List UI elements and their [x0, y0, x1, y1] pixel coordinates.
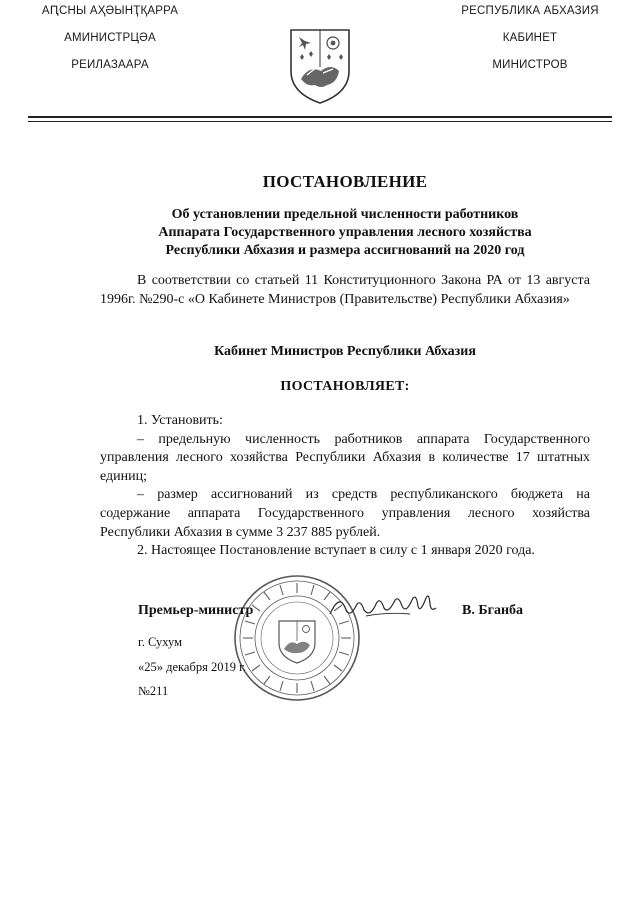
letterhead-right-line: КАБИНЕТ — [502, 32, 558, 44]
subject-line: Об установлении предельной численности работников — [171, 207, 519, 222]
letterhead-right — [440, 0, 620, 81]
state-emblem — [287, 27, 353, 105]
document-date: «25» декабря 2019 г. — [138, 660, 246, 674]
decree-heading: ПОСТАНОВЛЯЕТ: — [280, 379, 410, 394]
document-title: ПОСТАНОВЛЕНИЕ — [262, 172, 428, 191]
subject-line: Республики Абхазия и размера ассигнований на 2020 год — [165, 243, 525, 258]
letterhead-rule-thin — [28, 121, 612, 122]
subject-line: Аппарата Государственного управления лесного хозяйства — [158, 225, 532, 240]
signatory-position: Премьер-министр — [138, 603, 254, 618]
preamble-paragraph: В соответствии со статьей 11 Конституционного Закона РА от 13 августа 1996г. №290-с «О Кабинете Министров (Правительстве) Республики Абхазия» — [100, 273, 590, 307]
decree-item: 2. Настоящее Постановление вступает в силу с 1 января 2020 года. — [137, 543, 535, 559]
letterhead-left-line: АԤСНЫ АҲӘЫНҬҚАРРА — [41, 5, 179, 17]
decree-item: 1. Установить: — [137, 413, 223, 428]
decree-item: – предельную численность работников аппарата Государственного управления лесного хозяйства Республики Абхазия в количестве 17 штатных единиц; — [100, 431, 590, 484]
letterhead-right-line: МИНИСТРОВ — [492, 59, 568, 71]
decree-item: – размер ассигнований из средств республиканского бюджета на содержание аппарата Государственного управления лесного хозяйства Республики Абхазия в сумме 3 237 885 рублей. — [100, 487, 590, 540]
letterhead-left — [20, 0, 200, 81]
document-place: г. Сухум — [138, 635, 183, 649]
document-subject — [100, 206, 590, 260]
letterhead-right-line: РЕСПУБЛИКА АБХАЗИЯ — [461, 5, 599, 17]
issuer-heading: Кабинет Министров Республики Абхазия — [214, 344, 476, 359]
letterhead-rule-thick — [28, 116, 612, 118]
letterhead-left-line: РЕИЛАЗААРА — [71, 59, 149, 71]
signatory-name: В. Бганба — [462, 603, 524, 618]
letterhead-left-line: АМИНИСТРЦӘА — [64, 32, 156, 44]
decree-items — [100, 412, 590, 561]
handwritten-signature — [326, 588, 446, 624]
document-number: №211 — [138, 684, 169, 698]
